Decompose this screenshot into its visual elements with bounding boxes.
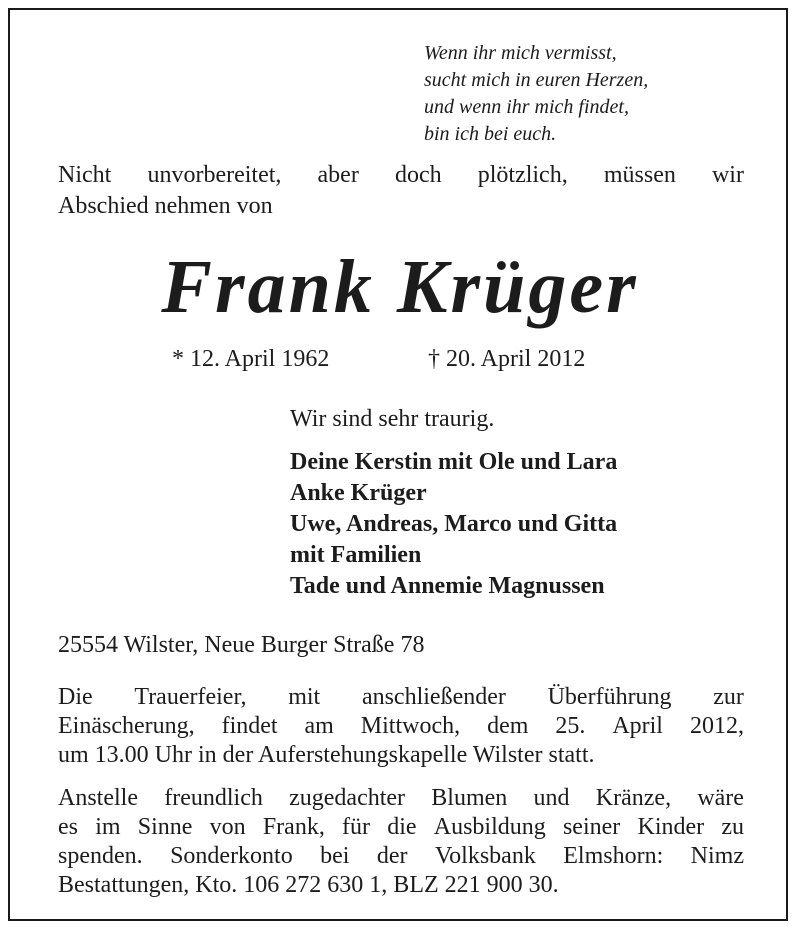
poem-line: und wenn ihr mich findet, [424, 96, 629, 118]
word: für [342, 814, 371, 840]
word: Kränze, [595, 785, 672, 811]
word: der [376, 843, 408, 869]
poem [424, 40, 648, 148]
word: Sinne [137, 814, 193, 840]
word: Mittwoch, [360, 713, 461, 739]
funeral-notice [58, 683, 744, 770]
word: Nimz [690, 843, 744, 869]
poem-line: bin ich bei euch. [424, 123, 557, 145]
word: am [304, 713, 334, 739]
word: freundlich [164, 785, 263, 811]
word: Volksbank [434, 843, 536, 869]
word: von [209, 814, 246, 840]
word: wäre [697, 785, 744, 811]
word: 25. [555, 713, 586, 739]
word: Blumen [431, 785, 508, 811]
word: Nicht [58, 162, 112, 188]
word: mit [288, 684, 321, 710]
mourner-line: Anke Krüger [290, 480, 427, 506]
word: im [95, 814, 121, 840]
word: 2012, [689, 713, 744, 739]
donation-line-justified [58, 813, 744, 842]
donation-notice [58, 784, 744, 900]
intro-line: Abschied nehmen von [58, 193, 273, 219]
word: dem [487, 713, 529, 739]
mourner-line: mit Familien [290, 542, 422, 568]
word: Sonderkonto [170, 843, 293, 869]
word: Frank, [262, 814, 325, 840]
word: Elmshorn: [563, 843, 664, 869]
word: seiner [562, 814, 621, 840]
word: April [612, 713, 663, 739]
word: zugedachter [289, 785, 406, 811]
word: Ausbildung [433, 814, 546, 840]
word: die [387, 814, 417, 840]
intro-line-justified [58, 160, 744, 191]
word: Überführung [547, 684, 672, 710]
donation-line-justified [58, 784, 744, 813]
mourner-line: Deine Kerstin mit Ole und Lara [290, 449, 618, 475]
funeral-line-justified [58, 712, 744, 741]
word: doch [394, 162, 442, 188]
word: Die [58, 684, 93, 710]
mourner-line: Tade und Annemie Magnussen [290, 573, 605, 599]
donation-line-justified [58, 842, 744, 871]
mourning-sentence: Wir sind sehr traurig. [290, 406, 495, 432]
death-date: † 20. April 2012 [428, 346, 586, 372]
deceased-name: Frank Krüger [161, 245, 639, 329]
word: bei [320, 843, 350, 869]
word: Kinder [637, 814, 705, 840]
word: zu [721, 814, 744, 840]
birth-date: * 12. April 1962 [172, 346, 330, 372]
word: findet [221, 713, 278, 739]
family-address: 25554 Wilster, Neue Burger Straße 78 [58, 632, 425, 658]
funeral-line-justified [58, 683, 744, 712]
word: zur [713, 684, 744, 710]
word: Trauerfeier, [134, 684, 247, 710]
word: spenden. [58, 843, 143, 869]
obituary-notice [8, 8, 788, 921]
donation-line: Bestattungen, Kto. 106 272 630 1, BLZ 221 900 30. [58, 872, 559, 898]
word: müssen [603, 162, 676, 188]
word: aber [317, 162, 359, 188]
word: anschließender [361, 684, 506, 710]
poem-line: Wenn ihr mich vermisst, [424, 42, 617, 64]
mourner-line: Uwe, Andreas, Marco und Gitta [290, 511, 618, 537]
mourners-block [290, 404, 617, 602]
word: es [58, 814, 78, 840]
word: wir [711, 162, 744, 188]
funeral-line: um 13.00 Uhr in der Auferstehungskapelle Wilster statt. [58, 742, 595, 768]
intro-text [58, 160, 744, 222]
word: Anstelle [58, 785, 138, 811]
poem-line: sucht mich in euren Herzen, [424, 69, 649, 91]
word: plötzlich, [477, 162, 568, 188]
word: und [533, 785, 570, 811]
word: Einäscherung, [58, 713, 195, 739]
word: unvorbereitet, [147, 162, 282, 188]
